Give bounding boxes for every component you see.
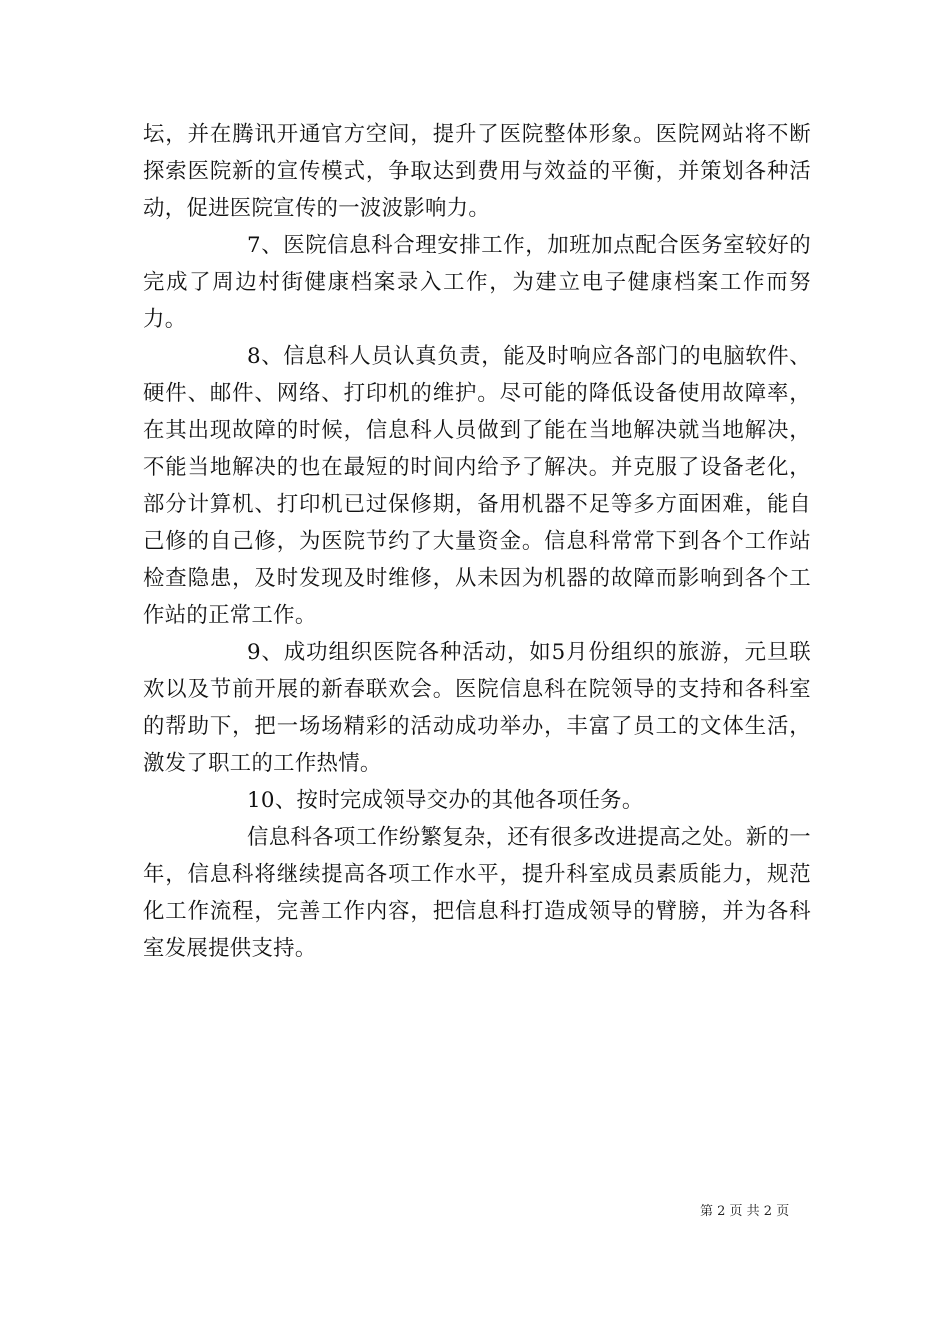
paragraph-conclusion: 信息科各项工作纷繁复杂，还有很多改进提高之处。新的一年，信息科将继续提高各项工作水平，提升科室成员素质能力，规范化工作流程，完善工作内容，把信息科打造成领导的臂膀，并为各科室发展提供支持。 bbox=[143, 825, 811, 961]
paragraph-item-9: 9、成功组织医院各种活动，如5月份组织的旅游，元旦联欢以及节前开展的新春联欢会。医院信息科在院领导的支持和各科室的帮助下，把一场场精彩的活动成功举办，丰富了员工的文体生活，激发了职工的工作热情。 bbox=[143, 640, 811, 776]
document-body bbox=[143, 116, 811, 967]
page-number-footer: 第 2 页 共 2 页 bbox=[700, 1204, 790, 1219]
paragraph-item-10: 10、按时完成领导交办的其他各项任务。 bbox=[247, 788, 644, 813]
paragraph-item-7: 7、医院信息科合理安排工作，加班加点配合医务室较好的完成了周边村街健康档案录入工作，为建立电子健康档案工作而努力。 bbox=[143, 233, 811, 332]
paragraph-continuation: 坛，并在腾讯开通官方空间，提升了医院整体形象。医院网站将不断探索医院新的宣传模式，争取达到费用与效益的平衡，并策划各种活动，促进医院宣传的一波波影响力。 bbox=[143, 122, 811, 221]
paragraph-item-8: 8、信息科人员认真负责，能及时响应各部门的电脑软件、硬件、邮件、网络、打印机的维护。尽可能的降低设备使用故障率，在其出现故障的时候，信息科人员做到了能在当地解决就当地解决，不能当地解决的也在最短的时间内给予了解决。并克服了设备老化，部分计算机、打印机已过保修期，备用机器不足等多方面困难，能自己修的自己修，为医院节约了大量资金。信息科常常下到各个工作站检查隐患，及时发现及时维修，从未因为机器的故障而影响到各个工作站的正常工作。 bbox=[143, 344, 811, 628]
